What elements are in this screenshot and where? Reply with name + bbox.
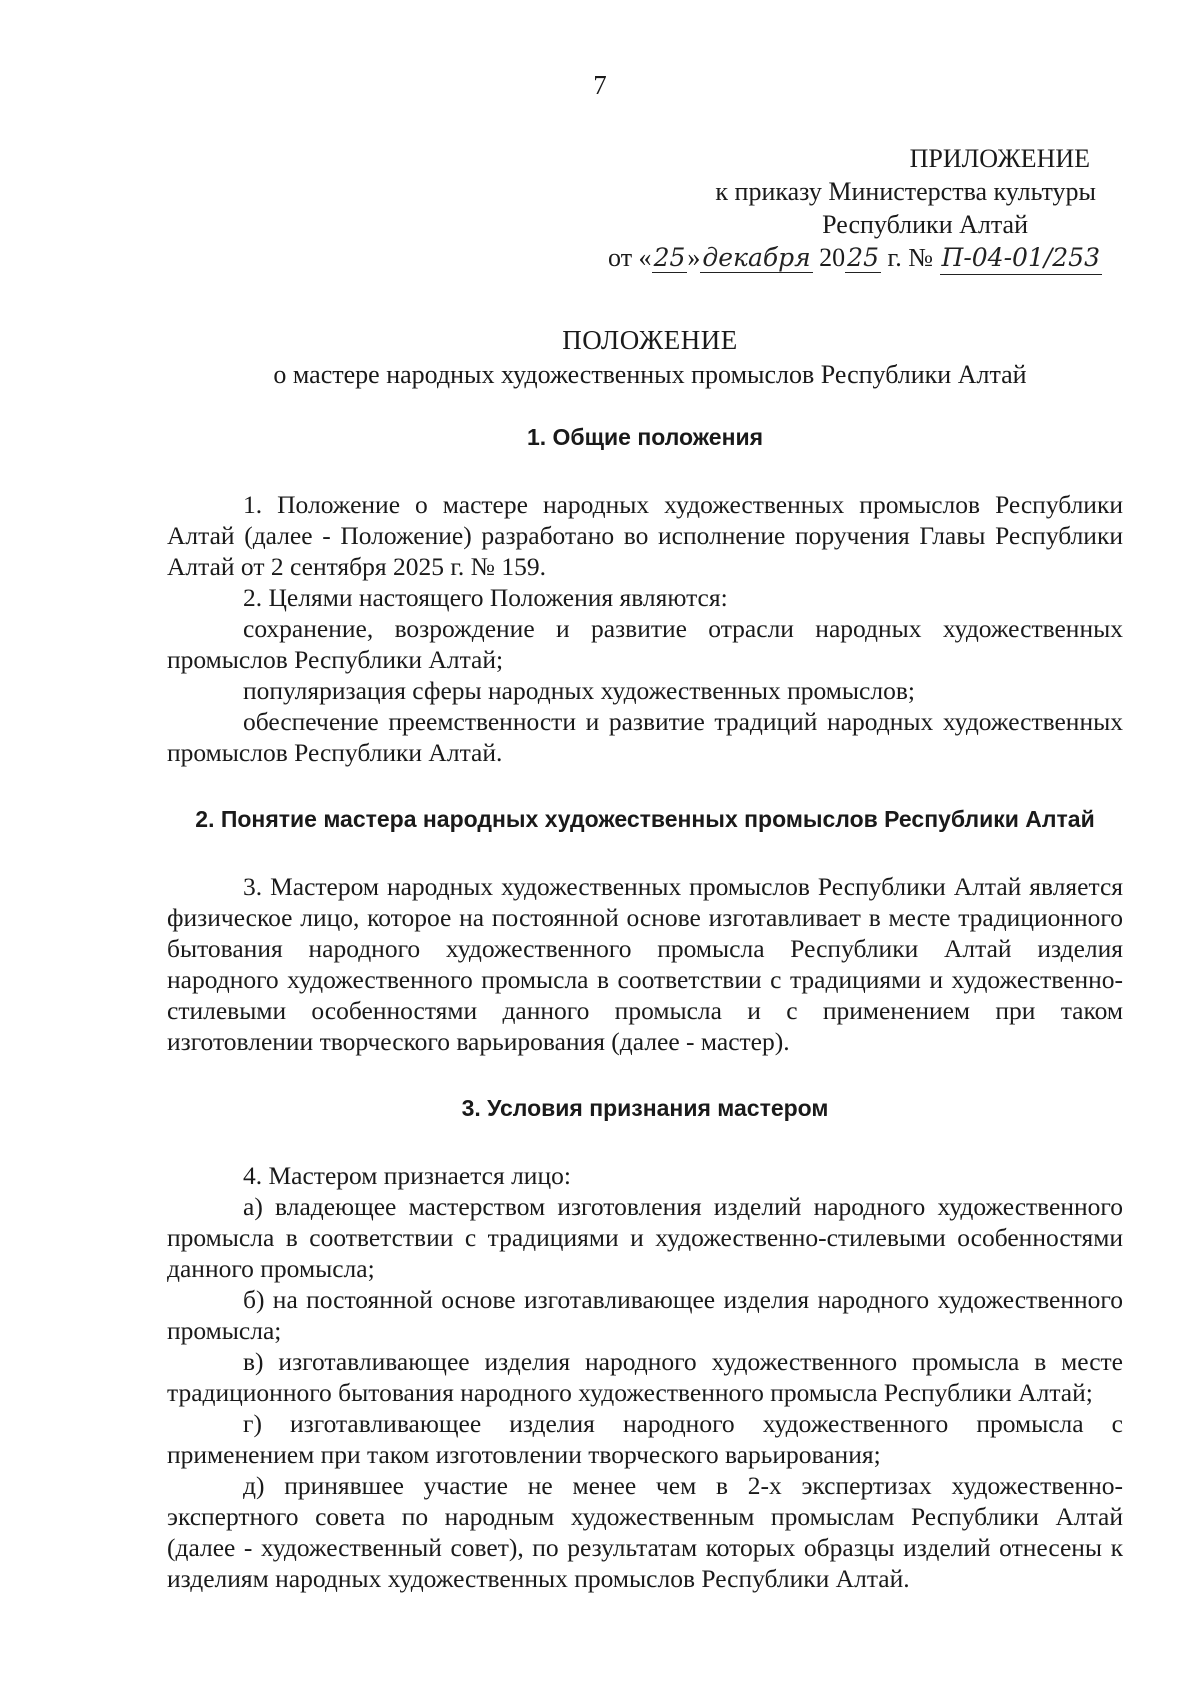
paragraph-4: 4. Мастером признается лицо:: [243, 1161, 571, 1190]
document-title-block: [0, 325, 1200, 390]
condition-b: б) на постоянной основе изготавливающее изделия народного художественного промысла;: [167, 1285, 1123, 1345]
document-body: [167, 422, 1123, 1594]
year-suffix: 25: [847, 243, 879, 272]
section-1-heading: 1. Общие положения: [526, 424, 764, 450]
condition-d: д) принявшее участие не менее чем в 2-х экспертизах художественно-экспертного совета по народным художественным промыслам Республики Алтай (далее - художественный совет), по результатам которых образцы изделий отнесены к изделиям народных художественных промыслов Республики Алтай.: [167, 1471, 1123, 1593]
condition-a: а) владеющее мастерством изготовления изделий народного художественного промысла в соответствии с традициями и художественно-стилевыми особенностями данного промысла;: [167, 1192, 1123, 1283]
appendix-line-1: к приказу Министерства культуры: [715, 177, 1096, 206]
date-prefix: от «: [608, 243, 652, 272]
year-prefix: 20: [819, 243, 846, 272]
paragraph-1: 1. Положение о мастере народных художественных промыслов Республики Алтай (далее - Положение) разработано во исполнение поручения Главы Республики Алтай от 2 сентября 2025 г. № 159.: [167, 490, 1123, 581]
condition-g: г) изготавливающее изделия народного художественного промысла с применением при таком изготовлении творческого варьирования;: [167, 1409, 1123, 1469]
paragraph-goal-2: популяризация сферы народных художественных промыслов;: [243, 676, 915, 705]
date-day: 25: [653, 243, 686, 272]
document-title: ПОЛОЖЕНИЕ: [562, 325, 738, 355]
paragraph-goal-3: обеспечение преемственности и развитие традиций народных художественных промыслов Республики Алтай.: [167, 707, 1123, 767]
appendix-block: [542, 142, 1102, 275]
paragraph-goal-1: сохранение, возрождение и развитие отрасли народных художественных промыслов Республики Алтай;: [167, 614, 1123, 674]
page-number: 7: [593, 70, 607, 100]
condition-v: в) изготавливающее изделия народного художественного промысла в месте традиционного бытования народного художественного промысла Республики Алтай;: [167, 1347, 1123, 1407]
appendix-title: ПРИЛОЖЕНИЕ: [909, 144, 1090, 173]
paragraph-3: 3. Мастером народных художественных промыслов Республики Алтай является физическое лицо, которое на постоянной основе изготавливает в месте традиционного бытования народного художественного промысла Республики Алтай изделия народного художественного промысла в соответствии с традициями и художественно-стилевыми особенностями данного промысла и с применением при таком изготовлении творческого варьирования (далее - мастер).: [167, 872, 1123, 1056]
date-month: декабря: [702, 243, 811, 272]
document-subtitle: о мастере народных художественных промыслов Республики Алтай: [273, 360, 1027, 389]
appendix-date-line: [542, 241, 1102, 275]
year-tail: г. №: [880, 243, 934, 272]
order-number: П-04-01/253: [940, 241, 1102, 275]
section-2-heading: 2. Понятие мастера народных художественных промыслов Республики Алтай: [195, 806, 1095, 832]
date-mid: »: [687, 243, 701, 272]
paragraph-2: 2. Целями настоящего Положения являются:: [243, 583, 728, 612]
appendix-line-2: Республики Алтай: [822, 210, 1028, 239]
section-3-heading: 3. Условия признания мастером: [461, 1095, 829, 1121]
